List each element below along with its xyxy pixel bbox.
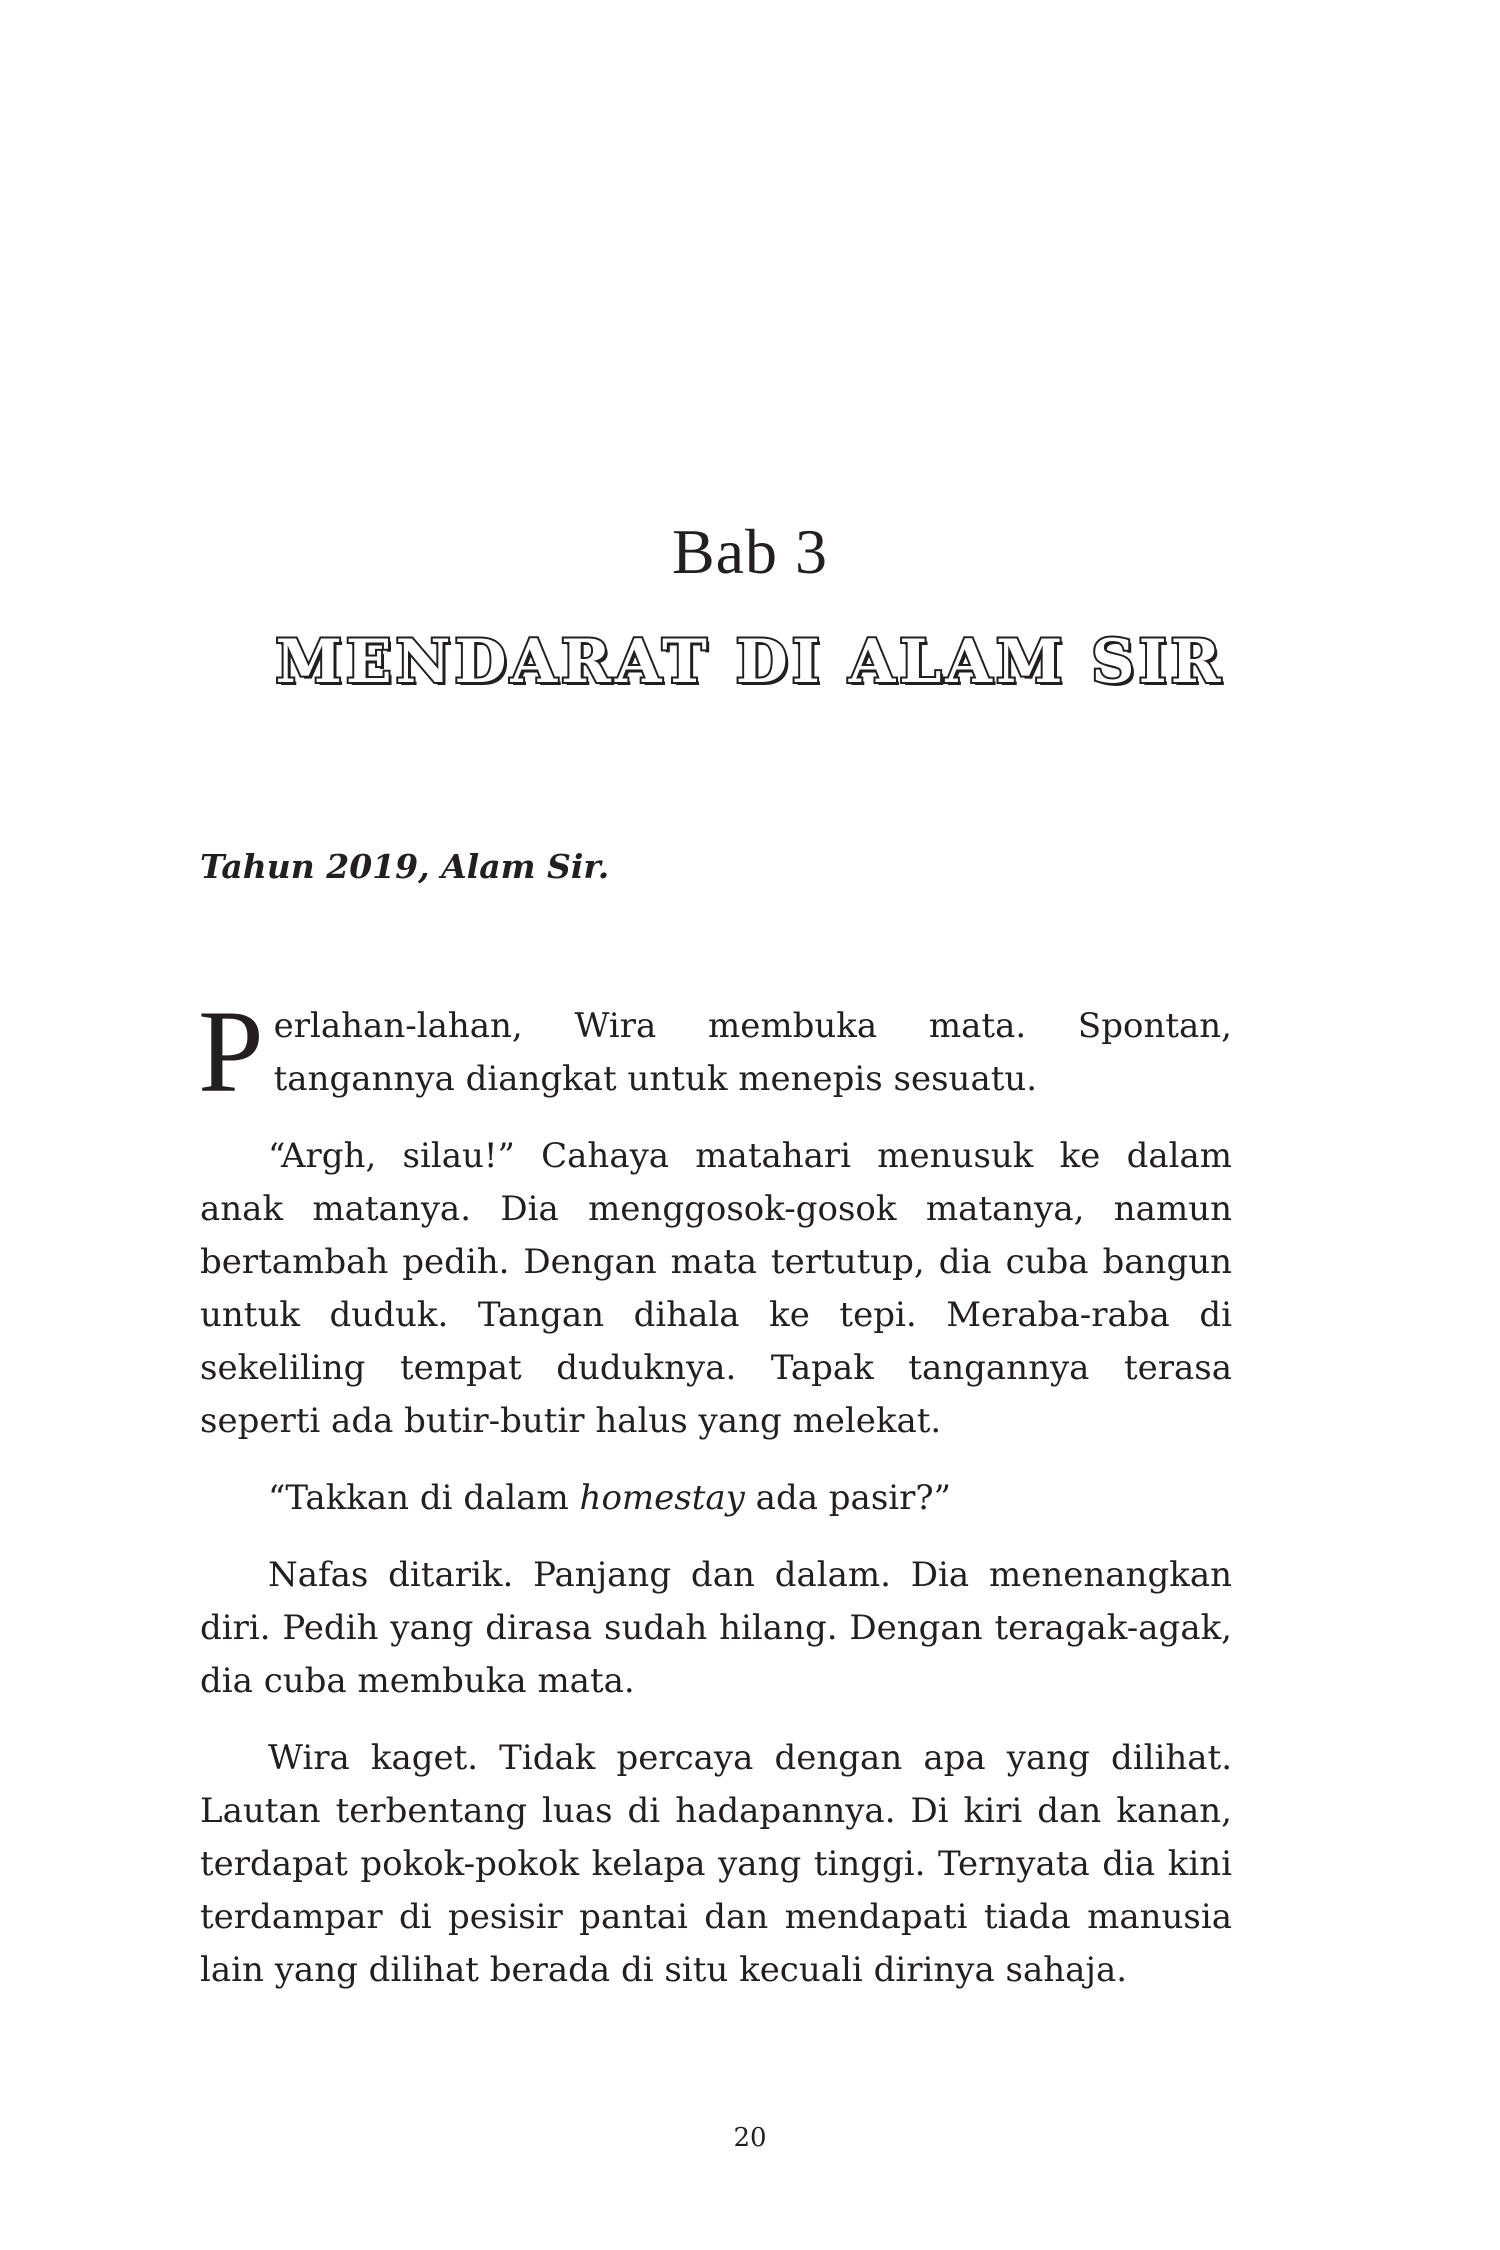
setting-line: Tahun 2019, Alam Sir.	[200, 847, 610, 886]
paragraph-2: “Argh, silau!” Cahaya matahari menusuk ke dalam anak matanya. Dia menggosok-gosok matanya, namun bertambah pedih. Dengan mata tertutup, dia cuba bangun untuk duduk. Tangan dihala ke tepi. Meraba-raba di sekeliling tempat duduknya. Tapak tangannya terasa seperti ada butir-butir halus yang melekat.	[200, 1136, 1232, 1441]
chapter-body	[198, 986, 1232, 2021]
paragraph-5: Wira kaget. Tidak percaya dengan apa yang dilihat. Lautan terbentang luas di hadapannya. Di kiri dan kanan, terdapat pokok-pokok kelapa yang tinggi. Ternyata dia kini terdampar di pesisir pantai dan mendapati tiada manusia lain yang dilihat berada di situ kecuali dirinya sahaja.	[200, 1738, 1232, 1990]
paragraph-3	[200, 1472, 1232, 1525]
drop-cap: P	[198, 986, 264, 1117]
paragraph-3-emphasis: homestay	[579, 1478, 745, 1518]
paragraph-3-after: ada pasir?”	[744, 1478, 952, 1518]
paragraph-3-before: “Takkan di dalam	[268, 1478, 580, 1518]
chapter-number: Bab 3	[671, 516, 829, 587]
paragraph-1-text: erlahan-lahan, Wira membuka mata. Spontan, tangannya diangkat untuk menepis sesuatu.	[273, 1006, 1232, 1099]
paragraph-4: Nafas ditarik. Panjang dan dalam. Dia menenangkan diri. Pedih yang dirasa sudah hilang. Dengan teragak-agak, dia cuba membuka mata.	[200, 1555, 1232, 1701]
chapter-title: MENDARAT DI ALAM SIR	[275, 627, 1225, 697]
paragraph-1	[198, 986, 1232, 1117]
page-number: 20	[733, 2123, 767, 2153]
